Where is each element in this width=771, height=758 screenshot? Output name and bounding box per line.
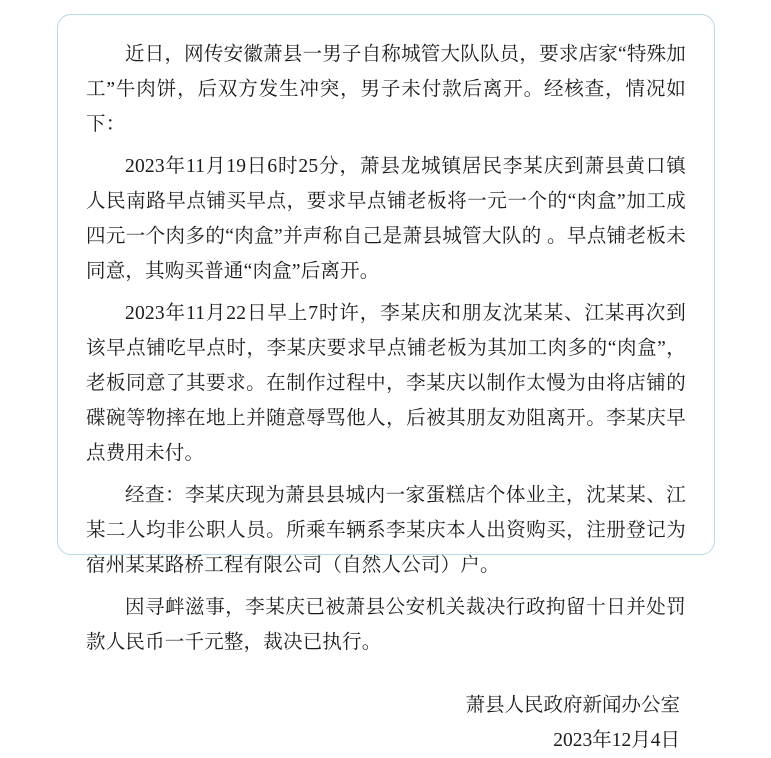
signature-block	[86, 688, 686, 758]
paragraph-1: 近日，网传安徽萧县一男子自称城管大队队员，要求店家“特殊加工”牛肉饼，后双方发生冲突，男子未付款后离开。经核查，情况如下：	[86, 44, 686, 135]
issue-date: 2023年12月4日	[553, 730, 680, 751]
paragraph-4: 经查：李某庆现为萧县县城内一家蛋糕店个体业主，沈某某、江某二人均非公职人员。所乘车辆系李某庆本人出资购买，注册登记为宿州某某路桥工程有限公司（自然人公司）户。	[86, 485, 686, 576]
notice-card	[57, 14, 715, 751]
paragraph-5: 因寻衅滋事，李某庆已被萧县公安机关裁决行政拘留十日并处罚款人民币一千元整，裁决已执行。	[86, 597, 686, 653]
issuing-office: 萧县人民政府新闻办公室	[465, 695, 680, 716]
notice-body	[86, 37, 686, 660]
paragraph-2: 2023年11月19日6时25分，萧县龙城镇居民李某庆到萧县黄口镇人民南路早点铺买早点，要求早点铺老板将一元一个的“肉盒”加工成四元一个肉多的“肉盒”并声称自己是萧县城管大队的 。早点铺老板未同意，其购买普通“肉盒”后离开。	[86, 156, 686, 282]
paragraph-3: 2023年11月22日早上7时许，李某庆和朋友沈某某、江某再次到该早点铺吃早点时，李某庆要求早点铺老板为其加工肉多的“肉盒”，老板同意了其要求。在制作过程中，李某庆以制作太慢为由将店铺的碟碗等物摔在地上并随意辱骂他人，后被其朋友劝阻离开。李某庆早点费用未付。	[86, 303, 686, 464]
